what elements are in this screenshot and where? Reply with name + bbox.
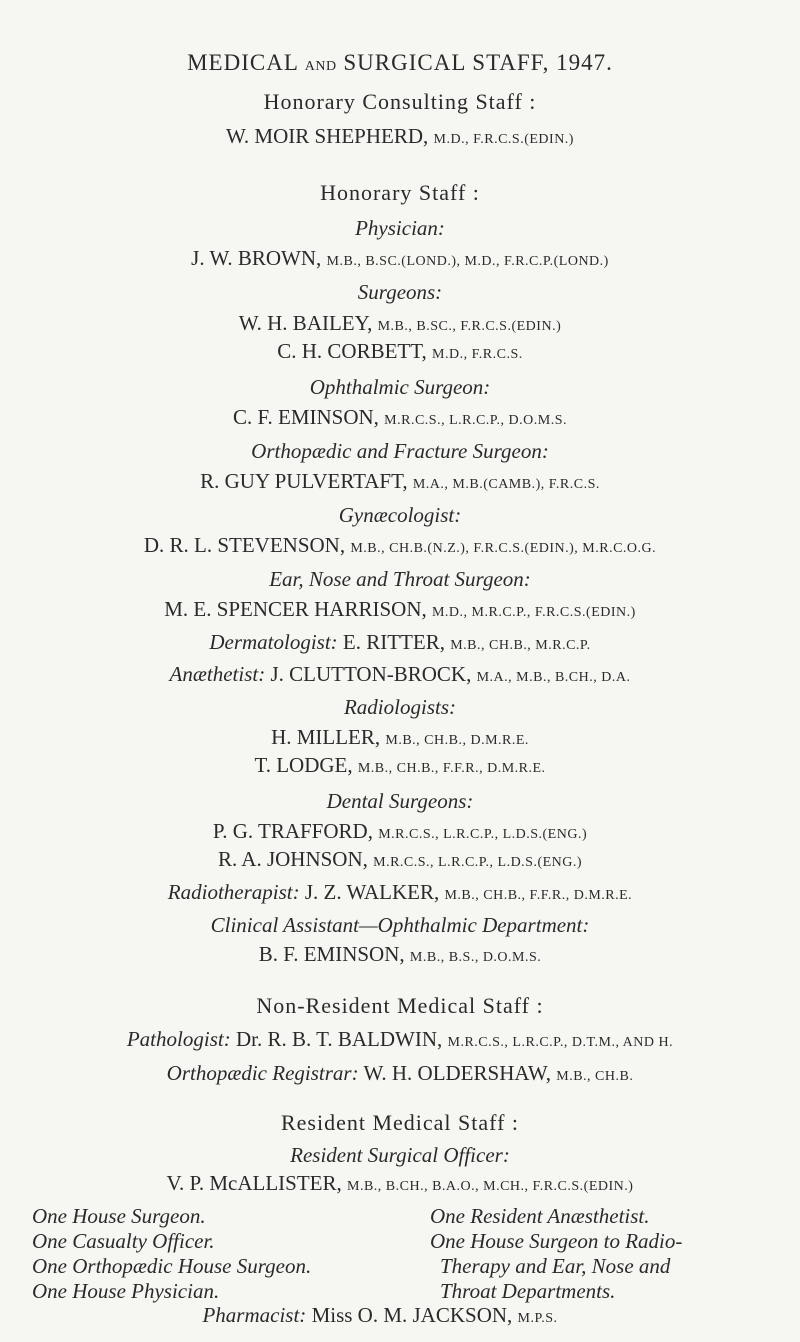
role-heading: Ear, Nose and Throat Surgeon: (269, 567, 531, 591)
resident-list-left (32, 1204, 311, 1304)
role-heading: Ophthalmic Surgeon: (309, 375, 491, 399)
staff-quals: M.B., B.SC., F.R.C.S.(EDIN.) (377, 319, 562, 334)
staff-quals: M.B., CH.B. (556, 1069, 634, 1084)
staff-entry (0, 1171, 800, 1196)
staff-name: C. F. EMINSON, (232, 405, 379, 429)
staff-quals: M.B., CH.B.(N.Z.), F.R.C.S.(EDIN.), M.R.C.O.G. (350, 541, 657, 556)
staff-quals: M.P.S. (517, 1311, 558, 1326)
staff-entry (0, 1027, 800, 1052)
role-heading: Surgeons: (357, 280, 443, 304)
staff-quals: M.B., CH.B., D.M.R.E. (385, 733, 529, 748)
resident-list-right (430, 1204, 682, 1304)
staff-quals: M.A., M.B.(CAMB.), F.R.C.S. (412, 477, 600, 492)
staff-name: R. A. JOHNSON, (217, 847, 368, 871)
staff-entry (0, 942, 800, 967)
section-heading-honorary-staff: Honorary Staff : (320, 180, 480, 205)
role-heading: Orthopædic and Fracture Surgeon: (251, 439, 549, 463)
staff-name: Miss O. M. JACKSON, (311, 1303, 513, 1327)
staff-entry (0, 533, 800, 558)
staff-name: B. F. EMINSON, (258, 942, 405, 966)
staff-quals: M.R.C.S., L.R.C.P., D.T.M., AND H. (447, 1035, 674, 1050)
staff-quals: M.R.C.S., L.R.C.P., L.D.S.(ENG.) (378, 827, 588, 842)
role-heading: Clinical Assistant—Ophthalmic Department: (210, 913, 590, 937)
list-item: One House Surgeon. (32, 1204, 206, 1228)
title-part: SURGICAL STAFF, 1947. (343, 50, 613, 75)
staff-quals: M.D., F.R.C.S. (432, 347, 523, 362)
list-item: Throat Departments. (440, 1279, 616, 1303)
staff-quals: M.B., B.S., D.O.M.S. (409, 950, 542, 965)
title-part: MEDICAL (187, 50, 299, 75)
staff-name: M. E. SPENCER HARRISON, (164, 597, 427, 621)
list-item: One Orthopædic House Surgeon. (32, 1254, 312, 1278)
staff-entry (0, 662, 800, 687)
staff-name: W. H. BAILEY, (238, 311, 373, 335)
staff-name: C. H. CORBETT, (277, 339, 427, 363)
staff-quals: M.B., B.CH., B.A.O., M.CH., F.R.C.S.(EDIN.) (347, 1179, 634, 1194)
staff-entry (0, 124, 800, 149)
section-heading-honorary-consulting: Honorary Consulting Staff : (263, 89, 537, 114)
staff-name: H. MILLER, (271, 725, 381, 749)
staff-role: Anæthetist: (169, 662, 266, 686)
staff-entry (0, 847, 800, 872)
staff-name: V. P. McALLISTER, (166, 1171, 342, 1195)
staff-role: Pathologist: (126, 1027, 231, 1051)
staff-role: Dermatologist: (209, 630, 338, 654)
staff-entry (0, 1303, 780, 1328)
role-heading: Resident Surgical Officer: (290, 1143, 510, 1167)
role-heading: Radiologists: (343, 695, 456, 719)
staff-quals: M.B., B.SC.(LOND.), M.D., F.R.C.P.(LOND.) (326, 254, 609, 269)
role-heading: Physician: (355, 216, 445, 240)
staff-name: R. GUY PULVERTAFT, (200, 469, 408, 493)
staff-role: Orthopædic Registrar: (166, 1061, 359, 1085)
list-item: One Resident Anæsthetist. (430, 1204, 650, 1228)
role-heading: Dental Surgeons: (326, 789, 474, 813)
staff-entry (0, 630, 800, 655)
list-item: One House Surgeon to Radio- (430, 1229, 683, 1253)
section-heading-resident: Resident Medical Staff : (280, 1110, 520, 1135)
staff-entry (0, 725, 800, 750)
title-and: AND (304, 59, 337, 74)
staff-role: Radiotherapist: (167, 880, 300, 904)
staff-entry (0, 469, 800, 494)
staff-quals: M.R.C.S., L.R.C.P., L.D.S.(ENG.) (373, 855, 583, 870)
staff-entry (0, 311, 800, 336)
staff-entry (0, 405, 800, 430)
staff-name: W. MOIR SHEPHERD, (226, 124, 429, 148)
staff-entry (0, 819, 800, 844)
staff-entry (0, 753, 800, 778)
staff-name: P. G. TRAFFORD, (212, 819, 373, 843)
staff-name: E. RITTER, (342, 630, 445, 654)
staff-entry (0, 339, 800, 364)
staff-entry (0, 1061, 800, 1086)
staff-entry (0, 246, 800, 271)
list-item: One House Physician. (32, 1279, 220, 1303)
role-heading: Gynæcologist: (338, 503, 462, 527)
list-item: One Casualty Officer. (32, 1229, 215, 1253)
page-title (0, 50, 800, 76)
staff-quals: M.R.C.S., L.R.C.P., D.O.M.S. (384, 413, 567, 428)
staff-name: W. H. OLDERSHAW, (363, 1061, 551, 1085)
staff-role: Pharmacist: (202, 1303, 307, 1327)
staff-name: J. Z. WALKER, (304, 880, 440, 904)
staff-quals: M.B., CH.B., F.F.R., D.M.R.E. (444, 888, 633, 903)
list-item: Therapy and Ear, Nose and (440, 1254, 671, 1278)
staff-name: T. LODGE, (254, 753, 353, 777)
staff-name: D. R. L. STEVENSON, (143, 533, 346, 557)
staff-entry (0, 880, 800, 905)
section-heading-non-resident: Non-Resident Medical Staff : (256, 993, 544, 1018)
staff-quals: M.B., CH.B., F.F.R., D.M.R.E. (357, 761, 546, 776)
staff-name: J. W. BROWN, (191, 246, 322, 270)
staff-name: J. CLUTTON-BROCK, (270, 662, 472, 686)
staff-entry (0, 597, 800, 622)
staff-quals: M.A., M.B., B.CH., D.A. (476, 670, 631, 685)
staff-quals: M.D., F.R.C.S.(EDIN.) (433, 132, 574, 147)
staff-name: Dr. R. B. T. BALDWIN, (235, 1027, 443, 1051)
staff-quals: M.D., M.R.C.P., F.R.C.S.(EDIN.) (431, 605, 636, 620)
staff-quals: M.B., CH.B., M.R.C.P. (450, 638, 591, 653)
